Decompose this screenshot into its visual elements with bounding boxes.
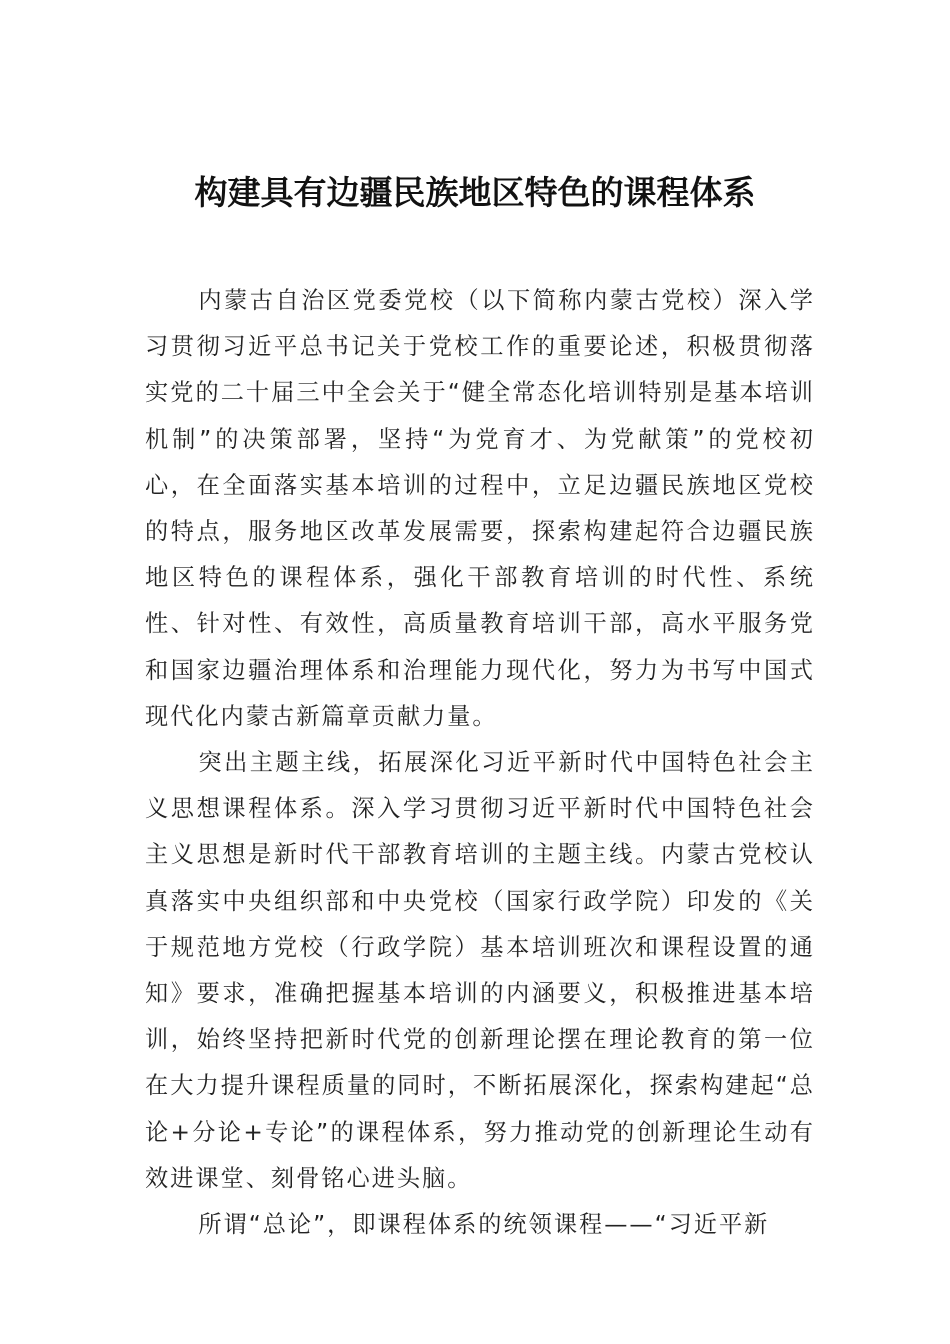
document-body: [145, 278, 815, 1248]
document-title: 构建具有边疆民族地区特色的课程体系: [194, 173, 756, 212]
paragraph-general-theory: 所谓“总论”，即课程体系的统领课程——“习近平新: [198, 1211, 770, 1239]
paragraph-main-theme: 突出主题主线，拓展深化习近平新时代中国特色社会主义思想课程体系。深入学习贯彻习近平新时代中国特色社会主义思想是新时代干部教育培训的主题主线。内蒙古党校认真落实中央组织部和中央党校（国家行政学院）印发的《关于规范地方党校（行政学院）基本培训班次和课程设置的通知》要求，准确把握基本培训的内涵要义，积极推进基本培训，始终坚持把新时代党的创新理论摆在理论教育的第一位在大力提升课程质量的同时，不断拓展深化，探索构建起“总论+分论+专论”的课程体系，努力推动党的创新理论生动有效进课堂、刻骨铭心进头脑。: [145, 749, 815, 1192]
paragraph-intro: 内蒙古自治区党委党校（以下简称内蒙古党校）深入学习贯彻习近平总书记关于党校工作的重要论述，积极贯彻落实党的二十届三中全会关于“健全常态化培训特别是基本培训机制”的决策部署，坚持“为党育才、为党献策”的党校初心，在全面落实基本培训的过程中，立足边疆民族地区党校的特点，服务地区改革发展需要，探索构建起符合边疆民族地区特色的课程体系，强化干部教育培训的时代性、系统性、针对性、有效性，高质量教育培训干部，高水平服务党和国家边疆治理体系和治理能力现代化，努力为书写中国式现代化内蒙古新篇章贡献力量。: [145, 287, 815, 730]
